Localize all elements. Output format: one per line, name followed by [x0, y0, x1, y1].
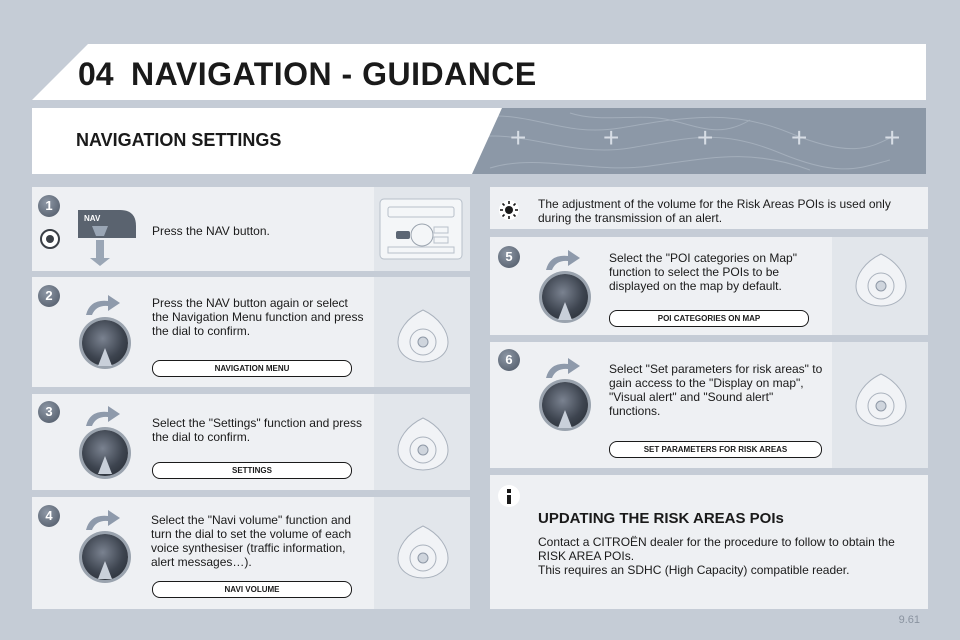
nav-target-icon: [39, 228, 61, 250]
update-text-line: Contact a CITROËN dealer for the procedure to follow to obtain the RISK AREA POIs.: [538, 535, 895, 563]
chapter-title: NAVIGATION - GUIDANCE: [131, 56, 537, 92]
menu-label-pill: NAVI VOLUME: [152, 581, 352, 598]
step-1-text: Press the NAV button.: [152, 224, 270, 238]
menu-label-pill: SET PARAMETERS FOR RISK AREAS: [609, 441, 822, 458]
press-arrow-icon: [558, 302, 572, 320]
chapter-number: 04: [78, 56, 114, 92]
step-number-badge: 2: [38, 285, 60, 307]
turn-arrow-icon: [542, 356, 582, 380]
step-number-badge: 6: [498, 349, 520, 371]
control-dial-icon: [396, 308, 450, 364]
plus-icon: +: [510, 122, 527, 153]
sun-icon: [498, 199, 520, 221]
step-number-badge: 1: [38, 195, 60, 217]
tip-text: The adjustment of the volume for the Risk Areas POIs is used only during the transmission of an alert.: [538, 197, 891, 225]
step-number-badge: 3: [38, 401, 60, 423]
step-2-text: Press the NAV button again or select the Navigation Menu function and press the dial to confirm.: [152, 296, 364, 338]
control-dial-icon: [396, 524, 450, 580]
plus-icon: +: [791, 122, 808, 153]
radio-unit-icon: [374, 187, 470, 271]
press-arrow-icon: [98, 348, 112, 366]
radio-unit-image: [374, 187, 470, 271]
press-arrow-icon: [98, 456, 112, 474]
press-arrow-icon: [558, 410, 572, 428]
nav-button-illustration: [70, 196, 140, 266]
page-number: 9.61: [898, 614, 920, 626]
step-number-badge: 5: [498, 246, 520, 268]
step-number-badge: 4: [38, 505, 60, 527]
update-text-line: This requires an SDHC (High Capacity) compatible reader.: [538, 563, 850, 577]
update-text: [538, 535, 918, 577]
control-dial-icon: [854, 372, 908, 428]
turn-arrow-icon: [82, 508, 122, 532]
menu-label-pill: SETTINGS: [152, 462, 352, 479]
step-6-text: Select "Set parameters for risk areas" to gain access to the "Display on map", "Visual alert" and "Sound alert" functions.: [609, 362, 823, 418]
step-5-text: Select the "POI categories on Map" function to select the POIs to be displayed on the map by default.: [609, 251, 797, 293]
menu-label-pill: NAVIGATION MENU: [152, 360, 352, 377]
plus-icon: +: [697, 122, 714, 153]
turn-arrow-icon: [542, 248, 582, 272]
step-4-text: Select the "Navi volume" function and turn the dial to set the volume of each voice synthesiser (traffic information, alert messages…).: [151, 513, 352, 569]
press-arrow-icon: [98, 561, 112, 579]
map-contour-decoration: [470, 108, 890, 174]
nav-button-label: NAV: [84, 214, 101, 223]
control-dial-icon: [854, 252, 908, 308]
turn-arrow-icon: [82, 293, 122, 317]
control-dial-icon: [396, 416, 450, 472]
plus-icon: +: [603, 122, 620, 153]
info-icon: [498, 485, 520, 507]
section-title: NAVIGATION SETTINGS: [76, 130, 282, 150]
plus-icon: +: [884, 122, 901, 153]
turn-arrow-icon: [82, 404, 122, 428]
menu-label-pill: POI CATEGORIES ON MAP: [609, 310, 809, 327]
step-3-text: Select the "Settings" function and press the dial to confirm.: [152, 416, 362, 444]
update-title: UPDATING THE RISK AREAS POIs: [538, 510, 784, 527]
